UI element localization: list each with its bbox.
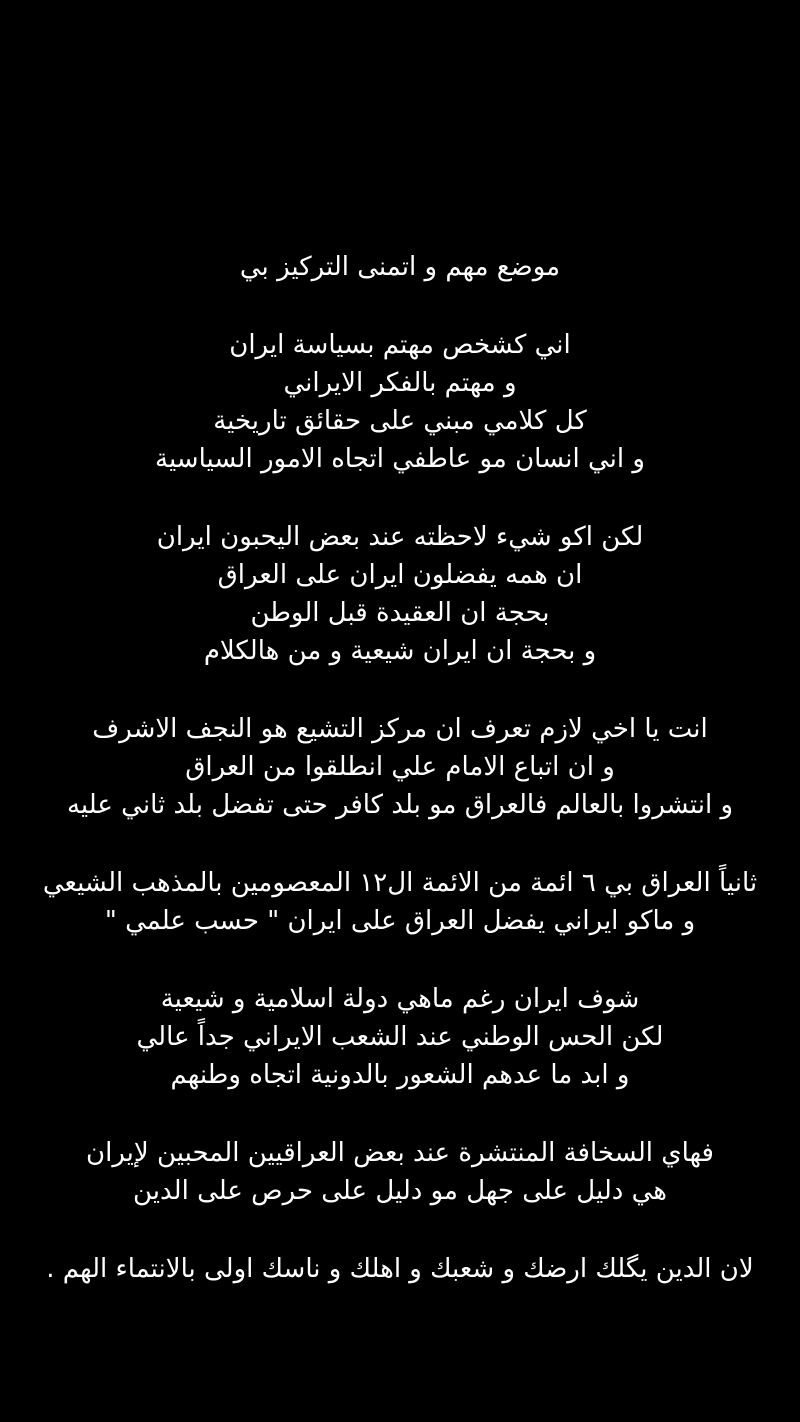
paragraph xyxy=(0,864,800,940)
story-line: كل كلامي مبني على حقائق تاريخية xyxy=(213,406,587,436)
story-line: بحجة ان العقيدة قبل الوطن xyxy=(250,598,550,628)
story-line: اني كشخص مهتم بسياسة ايران xyxy=(229,330,571,360)
story-line: و بحجة ان ايران شيعية و من هالكلام xyxy=(203,636,597,666)
story-line: شوف ايران رغم ماهي دولة اسلامية و شيعية xyxy=(160,984,640,1014)
story-line: لكن اكو شيء لاحظته عند بعض اليحبون ايران xyxy=(156,522,644,552)
paragraph-closing xyxy=(0,1250,800,1288)
story-line: موضع مهم و اتمنى التركيز بي xyxy=(239,252,561,282)
story-line: و ابد ما عدهم الشعور بالدونية اتجاه وطنهم xyxy=(170,1060,630,1090)
story-line: و انتشروا بالعالم فالعراق مو بلد كافر حتى تفضل بلد ثاني عليه xyxy=(66,790,734,820)
story-line: انت يا اخي لازم تعرف ان مركز التشيع هو النجف الاشرف xyxy=(92,714,708,744)
paragraph xyxy=(0,1134,800,1210)
story-line: ثانياً العراق بي ٦ ائمة من الائمة ال١٢ المعصومين بالمذهب الشيعي xyxy=(42,868,758,898)
story-line: و اني انسان مو عاطفي اتجاه الامور السياسية xyxy=(155,444,645,474)
story-line: لكن الحس الوطني عند الشعب الايراني جداً عالي xyxy=(136,1022,664,1052)
paragraph-title xyxy=(0,248,800,286)
story-line: و ان اتباع الامام علي انطلقوا من العراق xyxy=(185,752,615,782)
paragraph xyxy=(0,326,800,478)
paragraph xyxy=(0,518,800,670)
story-text-overlay xyxy=(0,248,800,1328)
paragraph xyxy=(0,980,800,1094)
story-line: ان همه يفضلون ايران على العراق xyxy=(217,560,583,590)
story-line: فهاي السخافة المنتشرة عند بعض العراقيين المحبين لإيران xyxy=(86,1138,714,1168)
story-line: هي دليل على جهل مو دليل على حرص على الدين xyxy=(133,1176,667,1206)
story-line: لان الدين يگلك ارضك و شعبك و اهلك و ناسك اولى بالانتماء الهم . xyxy=(46,1254,754,1284)
story-line: و مهتم بالفكر الايراني xyxy=(283,368,517,398)
story-line: و ماكو ايراني يفضل العراق على ايران " حسب علمي " xyxy=(104,906,696,936)
paragraph xyxy=(0,710,800,824)
